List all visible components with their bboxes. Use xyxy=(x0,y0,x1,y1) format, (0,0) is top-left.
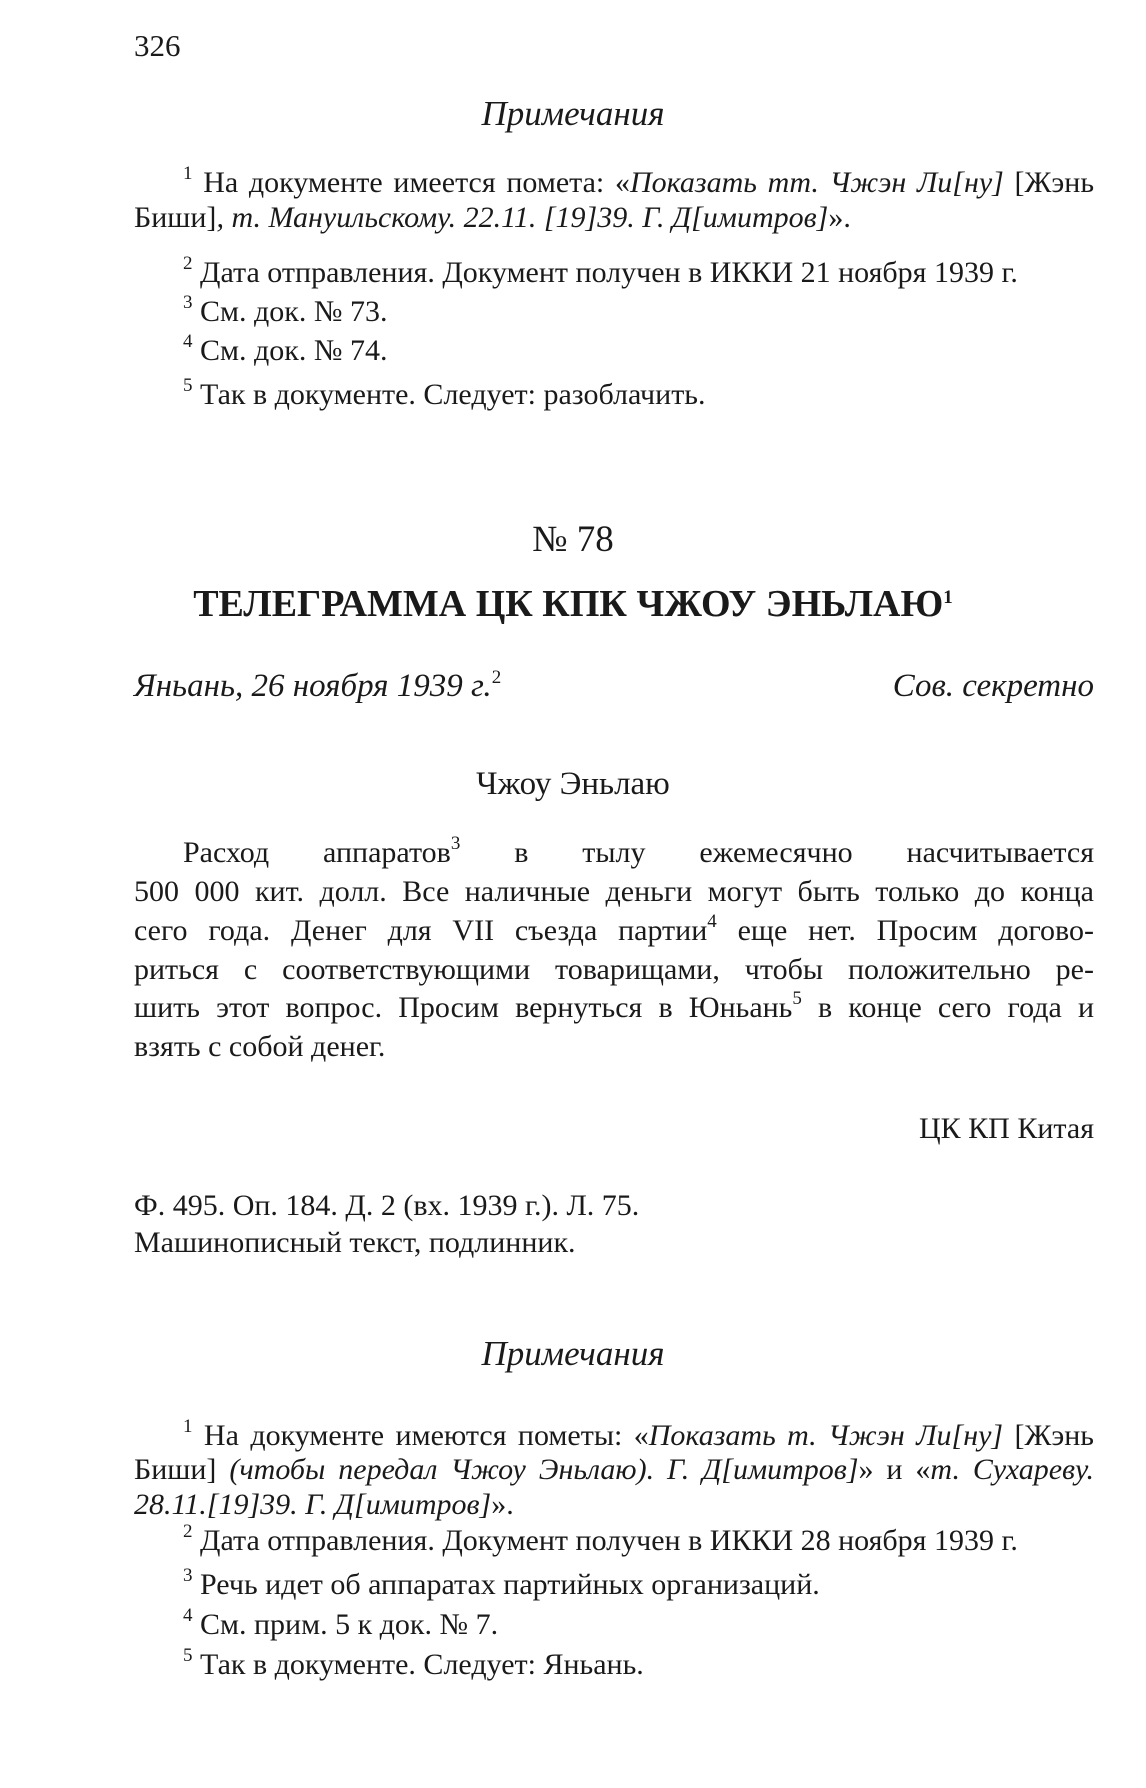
body-line xyxy=(134,874,1094,910)
note-line xyxy=(183,1567,1094,1603)
footnote-ref: 3 xyxy=(183,292,193,313)
text-segment: Так в документе. Следует: Яньань. xyxy=(192,1648,644,1681)
text-segment: 28.11.[19]39. Г. Д[имитров] xyxy=(134,1488,492,1521)
text-segment: риться с соответствующими товарищами, чтобы положительно ре- xyxy=(134,953,1094,986)
note-line xyxy=(183,377,1094,413)
body-line xyxy=(134,913,1094,949)
text-segment: [Жэнь xyxy=(1003,166,1094,199)
text-segment: (чтобы передал Чжоу Эньлаю). Г. Д[имитров] xyxy=(229,1453,859,1486)
text-segment: ». xyxy=(828,201,851,234)
text-segment: сего года. Денег для VII съезда партии xyxy=(134,914,708,947)
text-segment: См. док. № 74. xyxy=(192,334,388,367)
footnote-ref: 4 xyxy=(183,1605,193,1626)
source-line xyxy=(134,1225,1094,1261)
text-segment: т. Сухареву. xyxy=(930,1453,1094,1486)
footnote-ref: 2 xyxy=(183,1521,193,1542)
footnote-ref: 1 xyxy=(183,1418,193,1437)
footnote-ref: 1 xyxy=(183,165,193,184)
text-segment: в тылу ежемесячно насчитывается xyxy=(460,836,1094,869)
signature: ЦК КП Китая xyxy=(918,1112,1094,1145)
addressee: Чжоу Эньлаю xyxy=(476,766,670,802)
page-number: 326 xyxy=(134,28,181,63)
footnote-ref: 3 xyxy=(450,835,461,854)
text-segment: Дата отправления. Документ получен в ИККИ 21 ноября 1939 г. xyxy=(192,256,1018,289)
text-segment: Биши] xyxy=(134,1453,230,1486)
text-segment: , т. Мануильскому. 22.11. [19]39. Г. Д[имитров] xyxy=(216,201,829,234)
body-line xyxy=(134,1029,1094,1065)
footnote-ref: 5 xyxy=(183,1645,193,1666)
note-line xyxy=(183,165,1094,201)
footnote-ref: 1 xyxy=(943,587,953,608)
text-segment: взять с собой денег. xyxy=(134,1030,386,1063)
place-date-text: Яньань, 26 ноября 1939 г. xyxy=(134,668,492,704)
text-segment: [Жэнь xyxy=(1003,1419,1094,1452)
text-segment: Расход аппаратов xyxy=(183,836,451,869)
text-segment: еще нет. Просим догово- xyxy=(716,914,1094,947)
text-segment: Речь идет об аппаратах партийных организаций. xyxy=(192,1568,820,1601)
footnote-ref: 4 xyxy=(707,913,717,932)
text-segment: На документе имеются пометы: « xyxy=(192,1419,649,1452)
classification: Сов. секретно xyxy=(892,668,1094,704)
source-line xyxy=(134,1188,1094,1224)
text-segment: в конце сего года и xyxy=(801,991,1094,1024)
text-segment: Показать тт. Чжэн Ли[ну] xyxy=(629,166,1004,199)
place-date xyxy=(134,668,501,705)
note-line xyxy=(134,1452,1094,1488)
text-segment: Дата отправления. Документ получен в ИККИ 28 ноября 1939 г. xyxy=(192,1524,1018,1557)
note-line xyxy=(183,255,1094,291)
text-segment: Показать т. Чжэн Ли[ну] xyxy=(648,1419,1004,1452)
text-segment: См. прим. 5 к док. № 7. xyxy=(192,1608,499,1641)
text-segment: Так в документе. Следует: разоблачить. xyxy=(192,378,706,411)
text-segment: 500 000 кит. долл. Все наличные деньги могут быть только до конца xyxy=(134,875,1094,908)
text-segment: См. док. № 73. xyxy=(192,295,388,328)
notes-heading: Примечания xyxy=(481,1334,665,1373)
title-text: ТЕЛЕГРАММА ЦК КПК ЧЖОУ ЭНЬЛАЮ xyxy=(193,583,944,625)
body-line xyxy=(134,990,1094,1026)
document-number: № 78 xyxy=(532,519,614,560)
note-line xyxy=(183,333,1094,369)
text-segment: ». xyxy=(491,1488,514,1521)
body-line xyxy=(183,835,1094,871)
footnote-ref: 3 xyxy=(183,1565,193,1586)
note-line xyxy=(183,1418,1094,1454)
footnote-ref: 5 xyxy=(792,990,802,1009)
note-line xyxy=(183,294,1094,330)
text-segment: » и « xyxy=(858,1453,931,1486)
note-line xyxy=(183,1523,1094,1559)
notes-heading: Примечания xyxy=(481,94,665,133)
text-segment: На документе имеется помета: « xyxy=(192,166,630,199)
text-segment: Ф. 495. Оп. 184. Д. 2 (вх. 1939 г.). Л. 75. xyxy=(134,1189,640,1222)
footnote-ref: 5 xyxy=(183,375,193,396)
body-line xyxy=(134,952,1094,988)
text-segment: шить этот вопрос. Просим вернуться в Юньань xyxy=(134,991,793,1024)
footnote-ref: 2 xyxy=(183,253,193,274)
footnote-ref: 2 xyxy=(491,667,502,688)
note-line xyxy=(134,200,1094,236)
note-line xyxy=(134,1487,1094,1523)
text-segment: Машинописный текст, подлинник. xyxy=(134,1226,576,1259)
text-segment: Биши] xyxy=(134,201,217,234)
note-line xyxy=(183,1607,1094,1643)
note-line xyxy=(183,1647,1094,1683)
footnote-ref: 4 xyxy=(183,331,193,352)
document-title xyxy=(0,582,1146,626)
